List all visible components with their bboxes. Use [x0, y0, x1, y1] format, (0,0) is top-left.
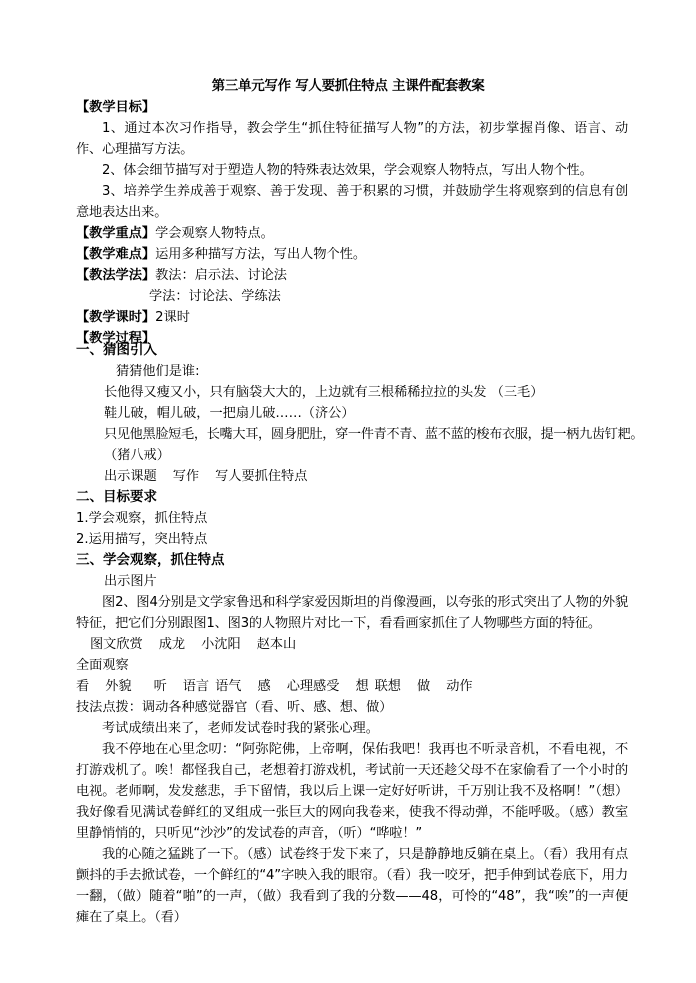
senses-row	[76, 676, 628, 697]
objective-item-1: 1、通过本次习作指导，教会学生“抓住特征描写人物”的方法，初步掌握肖像、语言、动作、心理描写方法。	[76, 121, 628, 157]
sense-action: 动作	[446, 679, 473, 694]
tip: 技法点拨：调动各种感觉器官（看、听、感、想、做）	[76, 700, 393, 715]
sense-feel: 感	[257, 679, 271, 694]
appreciation-1: 成龙	[158, 637, 186, 652]
document-title: 第三单元写作 写人要抓住特点 主课件配套教案	[211, 78, 485, 94]
appreciation-label: 图文欣赏	[90, 637, 143, 652]
methods-heading: 【教法学法】	[76, 268, 156, 283]
appreciation-2: 小沈阳	[201, 637, 241, 652]
methods-learn: 学法：讨论法、学练法	[149, 289, 281, 304]
difficulty-text: 运用多种描写方法，写出人物个性。	[155, 247, 367, 262]
document-body	[76, 97, 628, 349]
hours-heading: 【教学课时】	[76, 310, 156, 325]
sense-appearance: 外貌	[105, 679, 132, 694]
section2-heading: 二、目标要求	[76, 489, 157, 505]
riddle-3a: 只见他黑脸短毛，长嘴大耳，圆身肥肚，穿一件青不青、蓝不蓝的梭布衣服，提一柄九齿钉耙。	[104, 427, 644, 442]
objective-item-2: 2、体会细节描写对于塑造人物的特殊表达效果，学会观察人物特点，写出人物个性。	[102, 163, 593, 178]
riddle-1: 长他得又瘦又小，只有脑袋大大的，上边就有三根稀稀拉拉的头发 （三毛）	[104, 385, 544, 400]
essay-paragraph-1: 我不停地在心里念叨：“阿弥陀佛，上帝啊，保佑我吧！我再也不听录音机，不看电视，不打游戏机了。唉！都怪我自己，老想着打游戏机，考试前一天还趁父母不在家偷看了一个小时的电视。老师啊，发发慈悲，手下留情，我以后上课一定好好听讲，千万别让我不及格啊！”（想）我好像看见满试卷鲜红的叉组成一张巨大的网向我卷来，使我不得动弹，不能呼吸。（感）教室里静悄悄的，只听见“沙沙”的发试卷的声音，（听）“哗啦！”	[76, 742, 628, 841]
methods-row	[76, 265, 628, 286]
topic-row	[76, 466, 628, 487]
section-1	[76, 340, 644, 928]
observe-heading: 全面观察	[76, 658, 129, 673]
goal-item-2: 2.运用描写，突出特点	[76, 532, 208, 547]
essay-intro: 考试成绩出来了，老师发试卷时我的紧张心理。	[102, 721, 379, 736]
sense-see: 看	[76, 679, 90, 694]
sense-imagine: 联想	[374, 679, 401, 694]
appreciation-row	[76, 634, 628, 655]
process-heading: 【教学过程】	[76, 331, 156, 346]
sense-do: 做	[417, 679, 431, 694]
riddle-2: 鞋儿破，帽儿破，一把扇儿破……（济公）	[104, 406, 355, 421]
section1-heading: 一、猜图引入	[76, 342, 157, 358]
focus-row	[76, 223, 628, 244]
essay-paragraph-2: 我的心随之猛跳了一下。（感）试卷终于发下来了，只是静静地反躺在桌上。（看）我用有点颤抖的手去掀试卷，一个鲜红的“4”字映入我的眼帘。（看）我一咬牙，把手伸到试卷底下，用力一翻，（做）随着“啪”的一声，（做）我看到了我的分数——48，可怜的“48”，我“唉”的一声便瘫在了桌上。（看）	[76, 847, 628, 925]
hours-row	[76, 307, 628, 328]
sense-language: 语言	[182, 679, 210, 694]
methods-teach: 教法：启示法、讨论法	[155, 268, 287, 283]
sense-tone: 语气	[215, 679, 242, 694]
objectives-heading: 【教学目标】	[76, 100, 156, 115]
goal-item-1: 1.学会观察，抓住特点	[76, 511, 208, 526]
topic-title: 写人要抓住特点	[215, 469, 308, 484]
riddle-3b: （猪八戒）	[104, 448, 170, 463]
sense-feeling: 心理感受	[286, 679, 340, 694]
hours-text: 2课时	[155, 310, 190, 325]
show-pictures: 出示图片	[104, 574, 157, 589]
sense-listen: 听	[153, 679, 167, 694]
topic-show: 出示课题	[104, 469, 157, 484]
appreciation-3: 赵本山	[256, 637, 297, 652]
comparison-paragraph: 图2、图4分别是文学家鲁迅和科学家爱因斯坦的肖像漫画，以夸张的形式突出了人物的外貌特征，把它们分别跟图1、图3的人物照片对比一下，看看画家抓住了人物哪些方面的特征。	[76, 595, 628, 631]
focus-heading: 【教学重点】	[76, 226, 156, 241]
sense-think: 想	[355, 679, 369, 694]
focus-text: 学会观察人物特点。	[155, 226, 274, 241]
section3-heading: 三、学会观察，抓住特点	[76, 552, 225, 568]
difficulty-row	[76, 244, 628, 265]
riddle-prompt: 猜猜他们是谁:	[116, 364, 200, 379]
difficulty-heading: 【教学难点】	[76, 247, 156, 262]
objective-item-3: 3、培养学生养成善于观察、善于发现、善于积累的习惯，并鼓励学生将观察到的信息有创意地表达出来。	[76, 184, 628, 220]
topic-writing: 写作	[172, 469, 200, 484]
